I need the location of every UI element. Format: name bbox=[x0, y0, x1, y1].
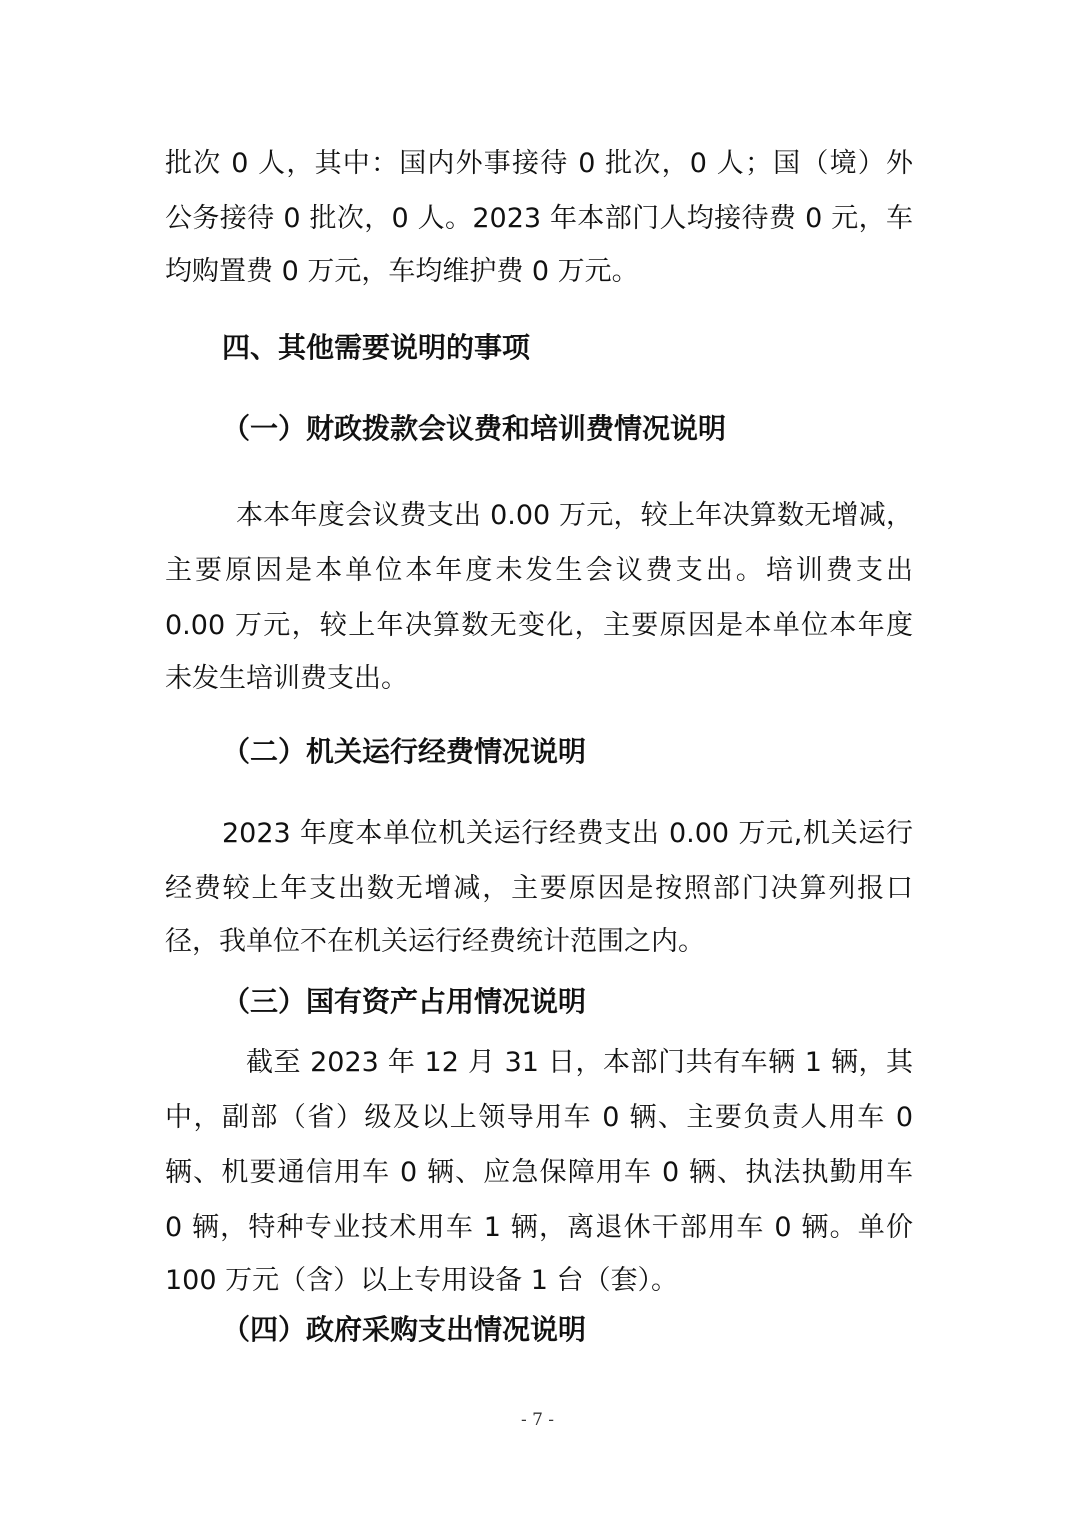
paragraph-line: 均购置费 0 万元，车均维护费 0 万元。 bbox=[165, 256, 639, 287]
paragraph-line: 0 辆，特种专业技术用车 1 辆，离退休干部用车 0 辆。单价 bbox=[165, 1212, 913, 1243]
paragraph-line: 公务接待 0 批次，0 人。2023 年本部门人均接待费 0 元，车 bbox=[165, 203, 913, 234]
subsection-heading: （一）财政拨款会议费和培训费情况说明 bbox=[222, 412, 727, 445]
section-heading: 四、其他需要说明的事项 bbox=[222, 331, 531, 364]
paragraph-line: 100 万元（含）以上专用设备 1 台（套）。 bbox=[165, 1265, 678, 1296]
paragraph-line: 0.00 万元，较上年决算数无变化，主要原因是本单位本年度 bbox=[165, 610, 913, 641]
paragraph-line: 主要原因是本单位本年度未发生会议费支出。培训费支出 bbox=[165, 555, 913, 586]
page-number: - 7 - bbox=[520, 1410, 555, 1430]
subsection-heading: （三）国有资产占用情况说明 bbox=[222, 985, 587, 1018]
paragraph-line: 2023 年度本单位机关运行经费支出 0.00 万元,机关运行 bbox=[222, 818, 913, 849]
paragraph-line: 径，我单位不在机关运行经费统计范围之内。 bbox=[165, 926, 705, 957]
paragraph-line: 批次 0 人，其中：国内外事接待 0 批次，0 人；国（境）外 bbox=[165, 148, 913, 179]
paragraph-line: 中，副部（省）级及以上领导用车 0 辆、主要负责人用车 0 bbox=[165, 1102, 913, 1133]
paragraph-line: 截至 2023 年 12 月 31 日，本部门共有车辆 1 辆，其 bbox=[246, 1047, 913, 1078]
subsection-heading: （二）机关运行经费情况说明 bbox=[222, 735, 587, 768]
paragraph-line: 经费较上年支出数无增减，主要原因是按照部门决算列报口 bbox=[165, 873, 913, 904]
paragraph-line: 本本年度会议费支出 0.00 万元，较上年决算数无增减， bbox=[236, 500, 913, 531]
paragraph-line: 辆、机要通信用车 0 辆、应急保障用车 0 辆、执法执勤用车 bbox=[165, 1157, 913, 1188]
subsection-heading: （四）政府采购支出情况说明 bbox=[222, 1313, 587, 1346]
paragraph-line: 未发生培训费支出。 bbox=[165, 663, 408, 694]
